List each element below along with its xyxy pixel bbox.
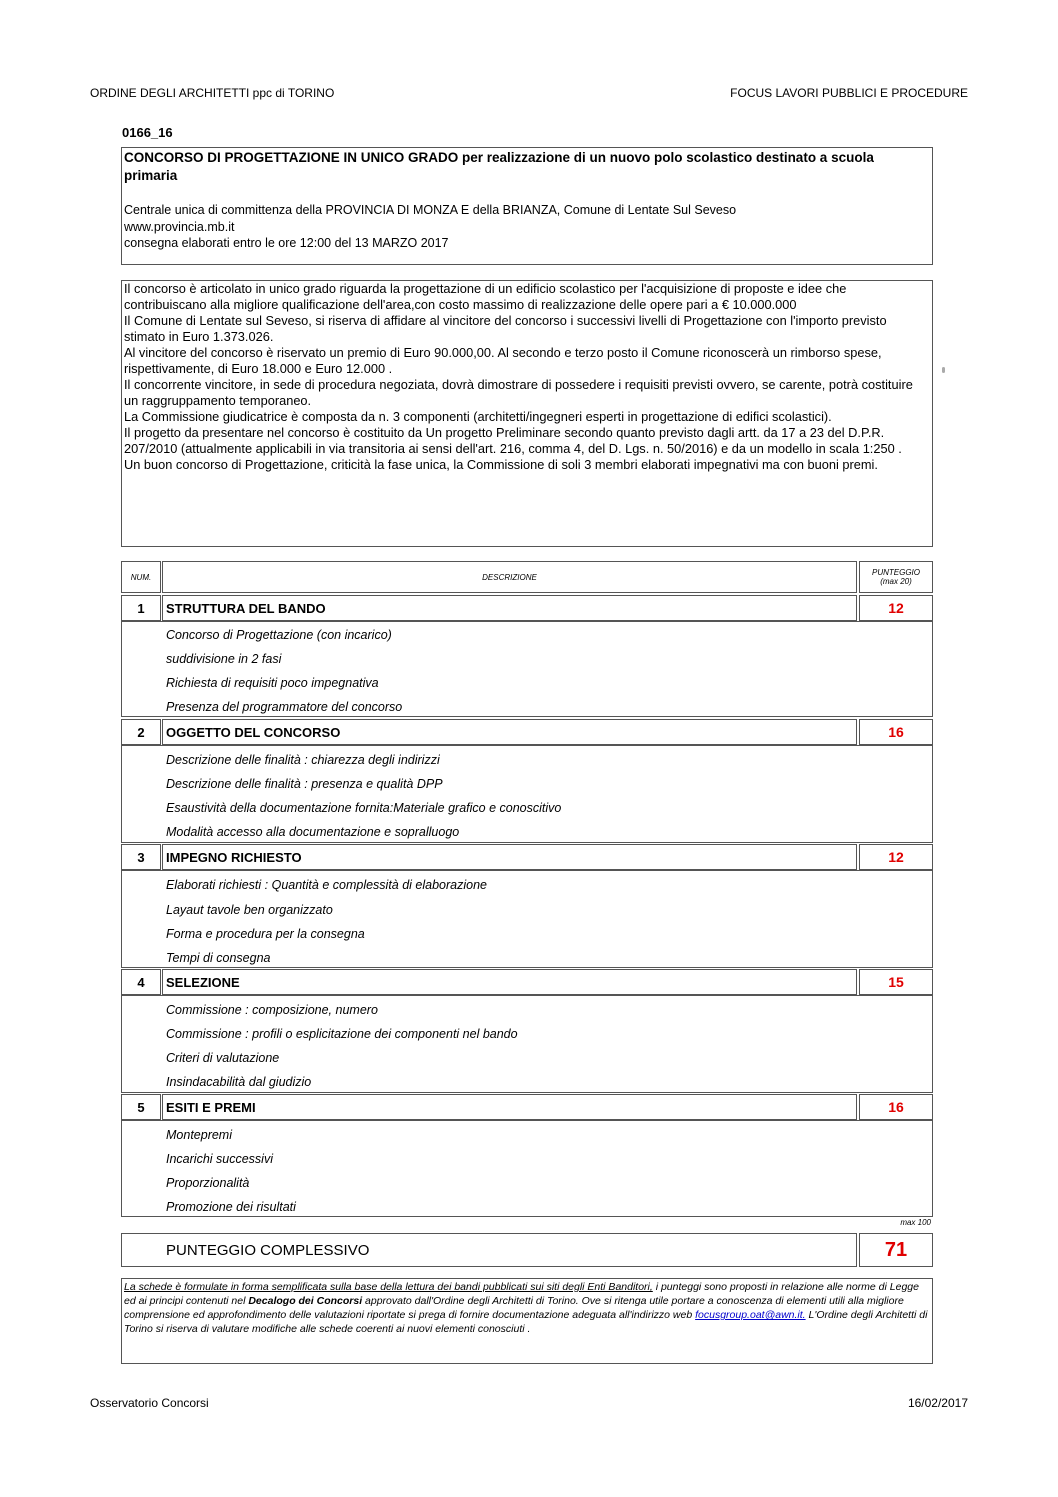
section-score: 12: [859, 595, 933, 621]
section-number: 3: [121, 844, 161, 870]
list-item: Commissione : profili o esplicitazione dei componenti nel bando: [166, 1027, 518, 1041]
description-box: [121, 280, 933, 547]
description-paragraph: Il concorso è articolato in unico grado riguarda la progettazione di un edificio scolastico per l'acquisizione di proposte e idee che contribuiscano alla migliore qualificazione dell'area,con costo massimo di realizzazione delle opere pari a € 10.000.000: [124, 281, 847, 312]
header-left: ORDINE DEGLI ARCHITETTI ppc di TORINO: [90, 86, 335, 100]
section-title: ESITI E PREMI: [162, 1094, 857, 1120]
section-items: [121, 995, 933, 1093]
section-items: [121, 621, 933, 717]
list-item: Commissione : composizione, numero: [166, 1003, 378, 1017]
total-score: 71: [859, 1233, 933, 1267]
col-desc-header: DESCRIZIONE: [162, 561, 857, 593]
section-score: 16: [859, 719, 933, 745]
section-items: [121, 745, 933, 843]
list-item: Concorso di Progettazione (con incarico): [166, 628, 392, 642]
col-score-header: [859, 561, 933, 593]
footer-date: 16/02/2017: [907, 1396, 968, 1410]
note-text: i punteggi sono proposti in relazione alle norme di Legge ed ai principi contenuti nel: [124, 1281, 919, 1307]
description-paragraph: Il progetto da presentare nel concorso è costituito da Un progetto Preliminare secondo quanto previsto dagli artt. da 17 a 23 del D.P.R. 207/2010 (attualmente applicabili in via transitoria ai sensi dell'art. 216, comma 4, del D. Lgs. n. 50/2016) e da un modello in scala 1:250 .: [124, 425, 902, 456]
document-code: 0166_16: [122, 125, 173, 140]
list-item: Montepremi: [166, 1128, 232, 1142]
note-text: L'Ordine degli Architetti di Torino si riserva di valutare modifiche alle schede coerenti ai nuovi elementi conosciuti .: [124, 1309, 928, 1335]
disclaimer-note: [121, 1278, 933, 1364]
section-number: 4: [121, 969, 161, 995]
section-score: 16: [859, 1094, 933, 1120]
list-item: Insindacabilità dal giudizio: [166, 1075, 312, 1089]
section-title: STRUTTURA DEL BANDO: [162, 595, 857, 621]
header-right: FOCUS LAVORI PUBBLICI E PROCEDURE: [730, 86, 968, 100]
section-title: SELEZIONE: [162, 969, 857, 995]
email-link[interactable]: focusgroup.oat@awn.it.: [695, 1309, 806, 1321]
section-title: OGGETTO DEL CONCORSO: [162, 719, 857, 745]
list-item: Richiesta di requisiti poco impegnativa: [166, 676, 379, 690]
margin-mark: [942, 367, 945, 373]
description-paragraph: Al vincitore del concorso è riservato un premio di Euro 90.000,00. Al secondo e terzo posto il Comune riconoscerà un rimborso spese, rispettivamente, di Euro 18.000 e Euro 12.000 .: [124, 345, 882, 376]
section-score: 15: [859, 969, 933, 995]
list-item: Tempi di consegna: [166, 951, 271, 965]
col-score-label: PUNTEGGIO: [871, 568, 920, 577]
list-item: Presenza del programmatore del concorso: [166, 700, 403, 714]
deadline: consegna elaborati entro le ore 12:00 del 13 MARZO 2017: [124, 236, 449, 250]
section-score: 12: [859, 844, 933, 870]
section-number: 5: [121, 1094, 161, 1120]
list-item: Descrizione delle finalità : chiarezza degli indirizzi: [166, 753, 440, 767]
max-score-label: max 100: [900, 1218, 931, 1227]
footer-left: Osservatorio Concorsi: [90, 1396, 209, 1410]
list-item: Incarichi successivi: [166, 1152, 273, 1166]
note-decalogo: Decalogo dei Concorsi: [248, 1295, 363, 1307]
list-item: Descrizione delle finalità : presenza e qualità DPP: [166, 777, 443, 791]
list-item: Proporzionalità: [166, 1176, 250, 1190]
competition-title: CONCORSO DI PROGETTAZIONE IN UNICO GRADO per realizzazione di un nuovo polo scolastico destinato a scuola primaria: [124, 150, 874, 183]
list-item: suddivisione in 2 fasi: [166, 652, 282, 666]
list-item: Promozione dei risultati: [166, 1200, 296, 1214]
note-text: approvato dall'Ordine degli Architetti di Torino. Ove si ritenga utile portare a conoscenza di elementi utili alla migliore comprensione ed approfondimento delle valutazioni riportate si prega di fornire documentazione adeguata all'indirizzo web: [124, 1295, 904, 1321]
list-item: Forma e procedura per la consegna: [166, 927, 365, 941]
section-items: [121, 870, 933, 968]
section-title: IMPEGNO RICHIESTO: [162, 844, 857, 870]
total-label: PUNTEGGIO COMPLESSIVO: [166, 1241, 370, 1259]
list-item: Esaustività della documentazione fornita:Materiale grafico e conoscitivo: [166, 801, 562, 815]
total-label-box: [121, 1233, 857, 1267]
section-number: 1: [121, 595, 161, 621]
section-items: [121, 1120, 933, 1217]
contracting-entity: Centrale unica di committenza della PROVINCIA DI MONZA E della BRIANZA, Comune di Lentate Sul Seveso: [124, 203, 737, 217]
col-score-max: (max 20): [880, 577, 912, 586]
description-paragraph: Un buon concorso di Progettazione, criticità la fase unica, la Commissione di soli 3 membri elaborati impegnativi ma con buoni premi.: [124, 457, 878, 472]
list-item: Modalità accesso alla documentazione e sopralluogo: [166, 825, 460, 839]
description-paragraph: Il Comune di Lentate sul Seveso, si riserva di affidare al vincitore del concorso i successivi livelli di Progettazione con l'importo previsto stimato in Euro 1.373.026.: [124, 313, 887, 344]
list-item: Elaborati richiesti : Quantità e complessità di elaborazione: [166, 878, 488, 892]
col-num-header: NUM.: [121, 561, 161, 593]
list-item: Layaut tavole ben organizzato: [166, 903, 333, 917]
list-item: Criteri di valutazione: [166, 1051, 280, 1065]
description-paragraph: Il concorrente vincitore, in sede di procedura negoziata, dovrà dimostrare di possedere i requisiti previsti ovvero, se carente, potrà costituire un raggruppamento temporaneo.: [124, 377, 913, 408]
description-paragraph: La Commissione giudicatrice è composta da n. 3 componenti (architetti/ingegneri esperti in progettazione di edifici scolastici).: [124, 409, 832, 424]
section-number: 2: [121, 719, 161, 745]
summary-box: [121, 147, 933, 265]
website-link[interactable]: www.provincia.mb.it: [124, 219, 235, 234]
note-text: La schede è formulate in forma semplificata sulla base della lettura dei bandi pubblicati sui siti degli Enti Banditori,: [124, 1281, 653, 1293]
